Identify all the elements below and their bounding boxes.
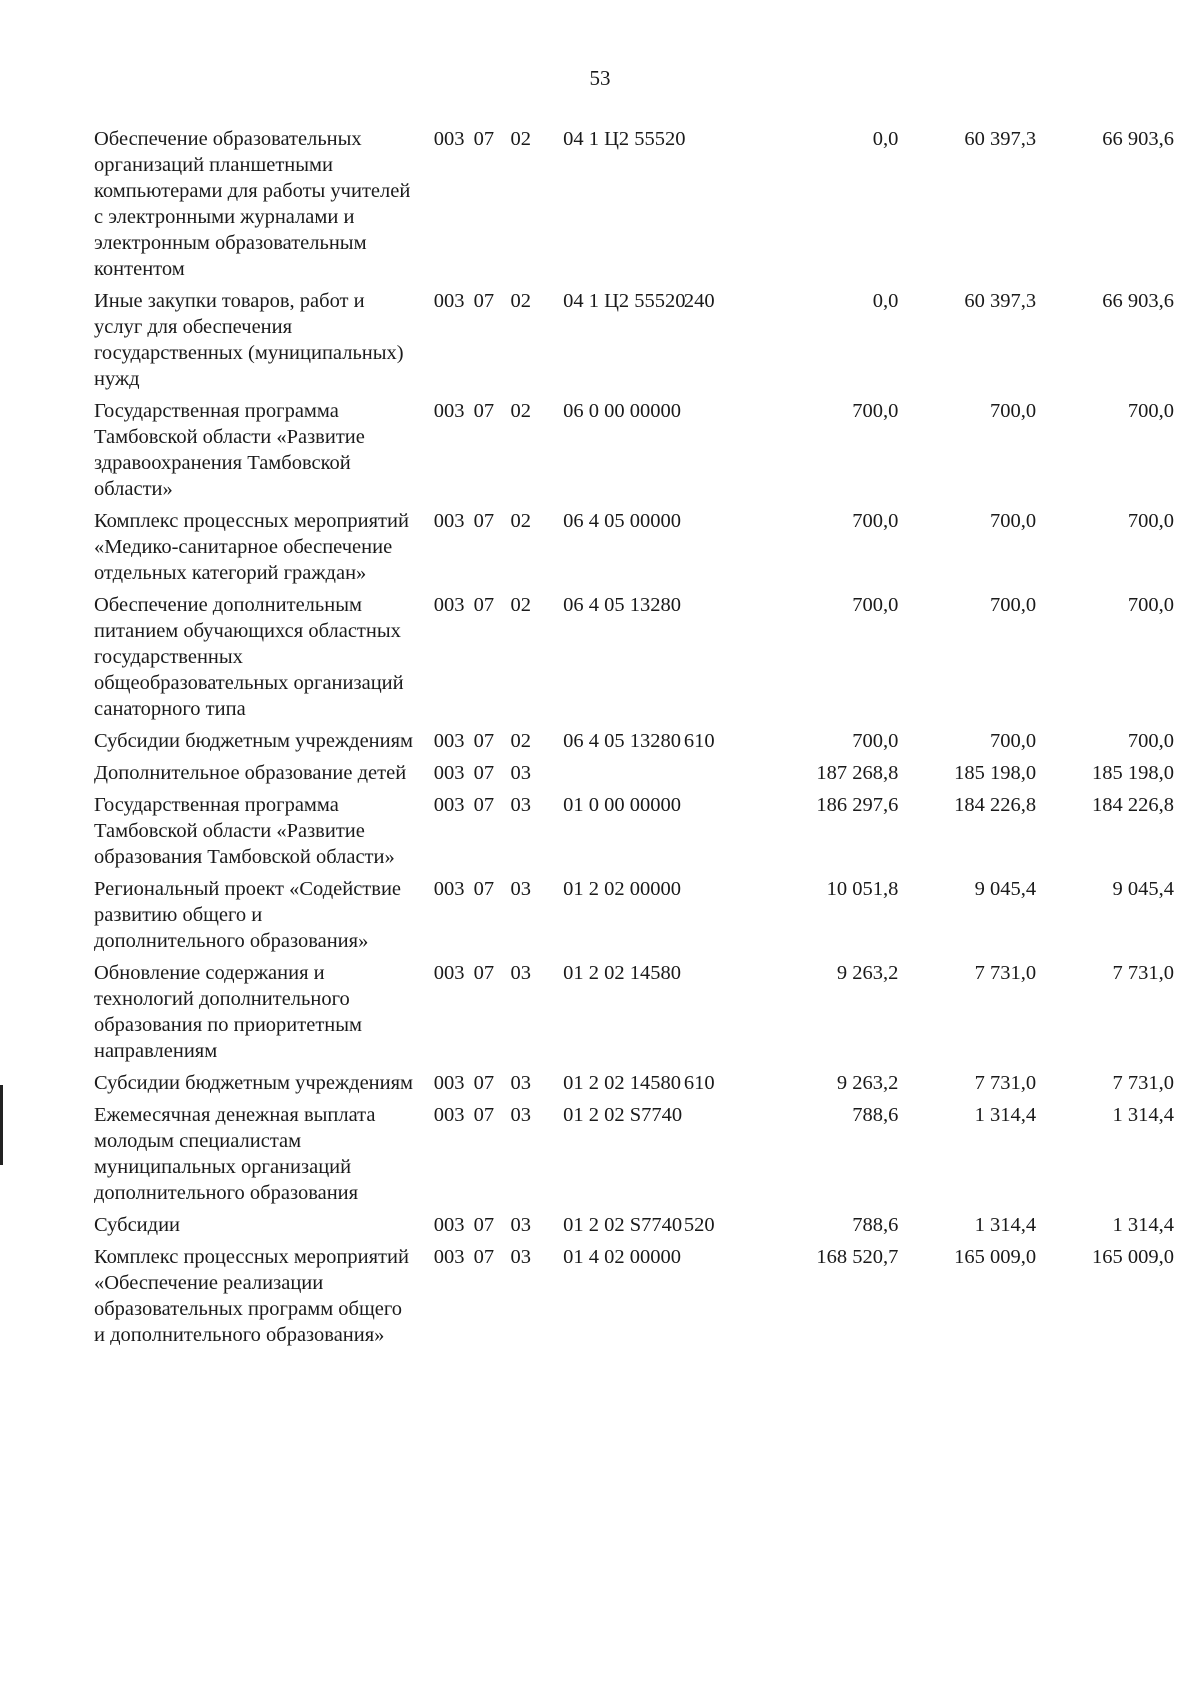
row-expense-type: 520 [683,1214,715,1236]
row-amount-year1: 700,0 [852,594,899,616]
row-amount-year1: 700,0 [852,730,899,752]
row-ministry-code: 003 [433,1104,465,1126]
row-ministry-code: 003 [433,290,465,312]
row-section-code: 07 [473,794,495,816]
row-subsection-code: 02 [510,128,531,150]
row-amount-year2: 1 314,4 [974,1104,1037,1126]
row-target-article: 01 2 02 14580 [563,962,681,984]
row-amount-year1: 700,0 [852,400,899,422]
table-row [94,1212,1174,1244]
row-ministry-code: 003 [433,1214,465,1236]
row-name: Субсидии [94,1214,181,1236]
row-name: Ежемесячная денежная выплата молодым специалистам муниципальных организаций дополнительного образования [94,1104,376,1204]
page-number: 53 [589,66,611,90]
row-amount-year3: 700,0 [1127,594,1174,616]
row-target-article: 01 2 02 14580 [563,1072,681,1094]
row-expense-type [680,126,731,288]
row-target-article: 01 2 02 S7740 [563,1104,683,1126]
row-amount-year3: 66 903,6 [1102,128,1174,150]
row-amount-year2: 60 397,3 [964,128,1037,150]
row-expense-type: 610 [683,730,715,752]
row-amount-year3: 7 731,0 [1112,962,1174,984]
row-amount-year1: 788,6 [852,1214,899,1236]
row-expense-type [680,1244,731,1354]
row-expense-type: 610 [683,1072,715,1094]
row-name: Комплекс процессных мероприятий «Медико-санитарное обеспечение отдельных категорий граждан» [94,510,409,584]
row-subsection-code: 02 [510,730,531,752]
row-amount-year1: 187 268,8 [816,762,899,784]
table-row [94,288,1174,398]
table-row [94,1102,1174,1212]
row-subsection-code: 02 [510,594,531,616]
row-name: Субсидии бюджетным учреждениям [94,730,414,752]
table-row [94,1070,1174,1102]
row-name: Обеспечение дополнительным питанием обучающихся областных государственных общеобразовательных организаций санаторного типа [94,594,404,720]
row-amount-year2: 1 314,4 [974,1214,1037,1236]
row-target-article: 01 2 02 00000 [563,878,681,900]
row-amount-year1: 168 520,7 [816,1246,899,1268]
row-section-code: 07 [473,730,495,752]
row-section-code: 07 [473,400,495,422]
row-amount-year2: 60 397,3 [964,290,1037,312]
row-name: Обеспечение образовательных организаций планшетными компьютерами для работы учителей с электронными журналами и электронным образовательным контентом [94,128,411,280]
row-name: Комплекс процессных мероприятий «Обеспечение реализации образовательных программ общего и дополнительного образования» [94,1246,409,1346]
row-amount-year3: 700,0 [1127,400,1174,422]
row-expense-type [680,592,731,728]
row-amount-year3: 9 045,4 [1112,878,1174,900]
row-target-article: 04 1 Ц2 55520 [563,128,686,150]
row-ministry-code: 003 [433,594,465,616]
row-amount-year3: 185 198,0 [1092,762,1174,784]
row-amount-year2: 700,0 [989,730,1037,752]
row-section-code: 07 [473,1104,495,1126]
table-row [94,508,1174,592]
row-subsection-code: 03 [510,1072,531,1094]
row-subsection-code: 03 [510,962,531,984]
row-ministry-code: 003 [433,510,465,532]
table-row [94,876,1174,960]
row-expense-type [680,960,731,1070]
table-row [94,792,1174,876]
row-ministry-code: 003 [433,794,465,816]
row-name: Иные закупки товаров, работ и услуг для обеспечения государственных (муниципальных) нужд [94,290,404,390]
row-amount-year1: 9 263,2 [836,1072,899,1094]
row-amount-year1: 186 297,6 [816,794,899,816]
row-section-code: 07 [473,878,495,900]
row-subsection-code: 03 [510,794,531,816]
row-target-article: 06 4 05 13280 [563,594,681,616]
row-amount-year3: 184 226,8 [1092,794,1174,816]
row-name: Государственная программа Тамбовской области «Развитие здравоохранения Тамбовской области» [94,400,365,500]
row-amount-year1: 0,0 [872,290,899,312]
row-subsection-code: 02 [510,510,531,532]
row-amount-year2: 700,0 [989,594,1037,616]
row-ministry-code: 003 [433,878,465,900]
row-target-article: 06 4 05 00000 [563,510,681,532]
row-amount-year1: 9 263,2 [836,962,899,984]
row-expense-type: 240 [683,290,715,312]
table-row [94,398,1174,508]
row-target-article: 01 4 02 00000 [563,1246,681,1268]
row-section-code: 07 [473,594,495,616]
row-name: Дополнительное образование детей [94,762,407,784]
row-amount-year2: 184 226,8 [954,794,1037,816]
row-subsection-code: 03 [510,1214,531,1236]
row-amount-year3: 165 009,0 [1092,1246,1174,1268]
row-target-article: 06 4 05 13280 [563,730,681,752]
row-amount-year2: 185 198,0 [954,762,1037,784]
row-target-article: 06 0 00 00000 [563,400,681,422]
row-amount-year2: 700,0 [989,510,1037,532]
row-subsection-code: 03 [510,1104,531,1126]
row-ministry-code: 003 [433,962,465,984]
row-amount-year3: 1 314,4 [1112,1214,1174,1236]
row-subsection-code: 03 [510,762,531,784]
row-section-code: 07 [473,762,495,784]
row-expense-type [680,792,731,876]
row-amount-year1: 0,0 [872,128,899,150]
row-amount-year1: 10 051,8 [826,878,899,900]
row-target-article [541,760,680,792]
row-ministry-code: 003 [433,1246,465,1268]
row-amount-year3: 700,0 [1127,510,1174,532]
row-target-article: 01 2 02 S7740 [563,1214,683,1236]
row-section-code: 07 [473,510,495,532]
row-section-code: 07 [473,1072,495,1094]
row-ministry-code: 003 [433,400,465,422]
row-section-code: 07 [473,1246,495,1268]
row-name: Государственная программа Тамбовской области «Развитие образования Тамбовской области» [94,794,395,868]
row-name: Обновление содержания и технологий дополнительного образования по приоритетным направлениям [94,962,363,1062]
table-body [94,126,1174,1354]
scan-edge-mark [0,1085,3,1165]
row-amount-year3: 66 903,6 [1102,290,1174,312]
row-amount-year3: 1 314,4 [1112,1104,1174,1126]
row-ministry-code: 003 [433,1072,465,1094]
row-amount-year2: 9 045,4 [974,878,1037,900]
table-row [94,728,1174,760]
table-row [94,760,1174,792]
row-amount-year2: 7 731,0 [974,962,1037,984]
row-subsection-code: 03 [510,1246,531,1268]
row-ministry-code: 003 [433,128,465,150]
row-subsection-code: 03 [510,878,531,900]
row-expense-type [680,398,731,508]
table-row [94,960,1174,1070]
row-name: Субсидии бюджетным учреждениям [94,1072,414,1094]
table-row [94,1244,1174,1354]
row-amount-year2: 165 009,0 [954,1246,1037,1268]
row-amount-year2: 7 731,0 [974,1072,1037,1094]
row-expense-type [680,760,731,792]
row-amount-year3: 700,0 [1127,730,1174,752]
budget-table [94,126,1174,1354]
row-section-code: 07 [473,962,495,984]
row-subsection-code: 02 [510,400,531,422]
row-expense-type [680,876,731,960]
row-name: Региональный проект «Содействие развитию общего и дополнительного образования» [94,878,402,952]
table-row [94,126,1174,288]
row-expense-type [680,508,731,592]
row-ministry-code: 003 [433,762,465,784]
row-subsection-code: 02 [510,290,531,312]
row-ministry-code: 003 [433,730,465,752]
row-section-code: 07 [473,290,495,312]
table-row [94,592,1174,728]
row-amount-year1: 700,0 [852,510,899,532]
row-expense-type [680,1102,731,1212]
row-target-article: 04 1 Ц2 55520 [563,290,686,312]
row-amount-year1: 788,6 [852,1104,899,1126]
row-target-article: 01 0 00 00000 [563,794,681,816]
row-amount-year3: 7 731,0 [1112,1072,1174,1094]
row-amount-year2: 700,0 [989,400,1037,422]
row-section-code: 07 [473,128,495,150]
row-section-code: 07 [473,1214,495,1236]
